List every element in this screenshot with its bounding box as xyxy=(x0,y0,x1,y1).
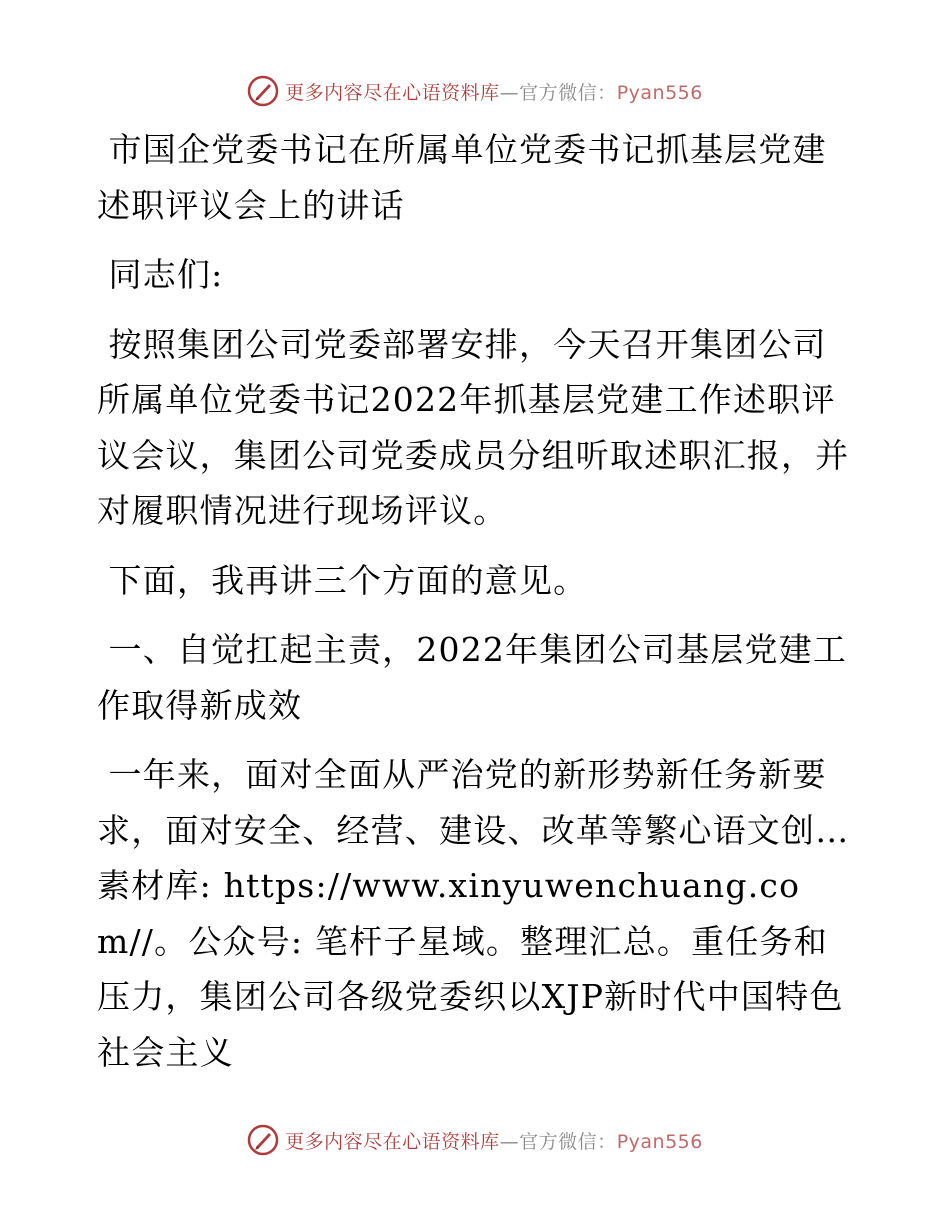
body-paragraph: 一年来，面对全面从严治党的新形势新任务新要求，面对安全、经营、建设、改革等繁心语文创…素材库: https://www.xinyuwenchuang.com//。公众号: 笔杆子星域。整理汇总。重任务和压力，集团公司各级党委织以XJP新时代中国特色社会主义 xyxy=(97,755,850,1072)
watermark-wechat-id: Pyan556 xyxy=(616,1130,703,1153)
document-body xyxy=(97,122,857,1094)
watermark-text xyxy=(285,1127,703,1154)
watermark-text xyxy=(285,78,703,105)
quill-logo-icon xyxy=(247,75,279,107)
watermark-separator: — xyxy=(499,81,520,104)
watermark-wechat-id: Pyan556 xyxy=(616,81,703,104)
watermark-brand: 更多内容尽在心语资料库 xyxy=(285,1130,500,1153)
quill-logo-icon xyxy=(247,1124,279,1156)
watermark-wechat-label: 官方微信： xyxy=(519,81,617,104)
footer-watermark xyxy=(0,1120,950,1160)
watermark-brand: 更多内容尽在心语资料库 xyxy=(285,81,500,104)
watermark-wechat-label: 官方微信： xyxy=(519,1130,617,1153)
transition-paragraph: 下面，我再讲三个方面的意见。 xyxy=(108,560,588,600)
section-heading-1: 一、自觉扛起主责，2022年集团公司基层党建工作取得新成效 xyxy=(97,630,848,725)
document-title: 市国企党委书记在所属单位党委书记抓基层党建述职评议会上的讲话 xyxy=(97,130,827,225)
header-watermark xyxy=(0,71,950,111)
salutation-paragraph: 同志们: xyxy=(108,255,224,294)
intro-paragraph: 按照集团公司党委部署安排，今天召开集团公司所属单位党委书记2022年抓基层党建工作述职评议会议，集团公司党委成员分组听取述职汇报，并对履职情况进行现场评议。 xyxy=(97,324,850,530)
watermark-separator: — xyxy=(499,1130,520,1153)
